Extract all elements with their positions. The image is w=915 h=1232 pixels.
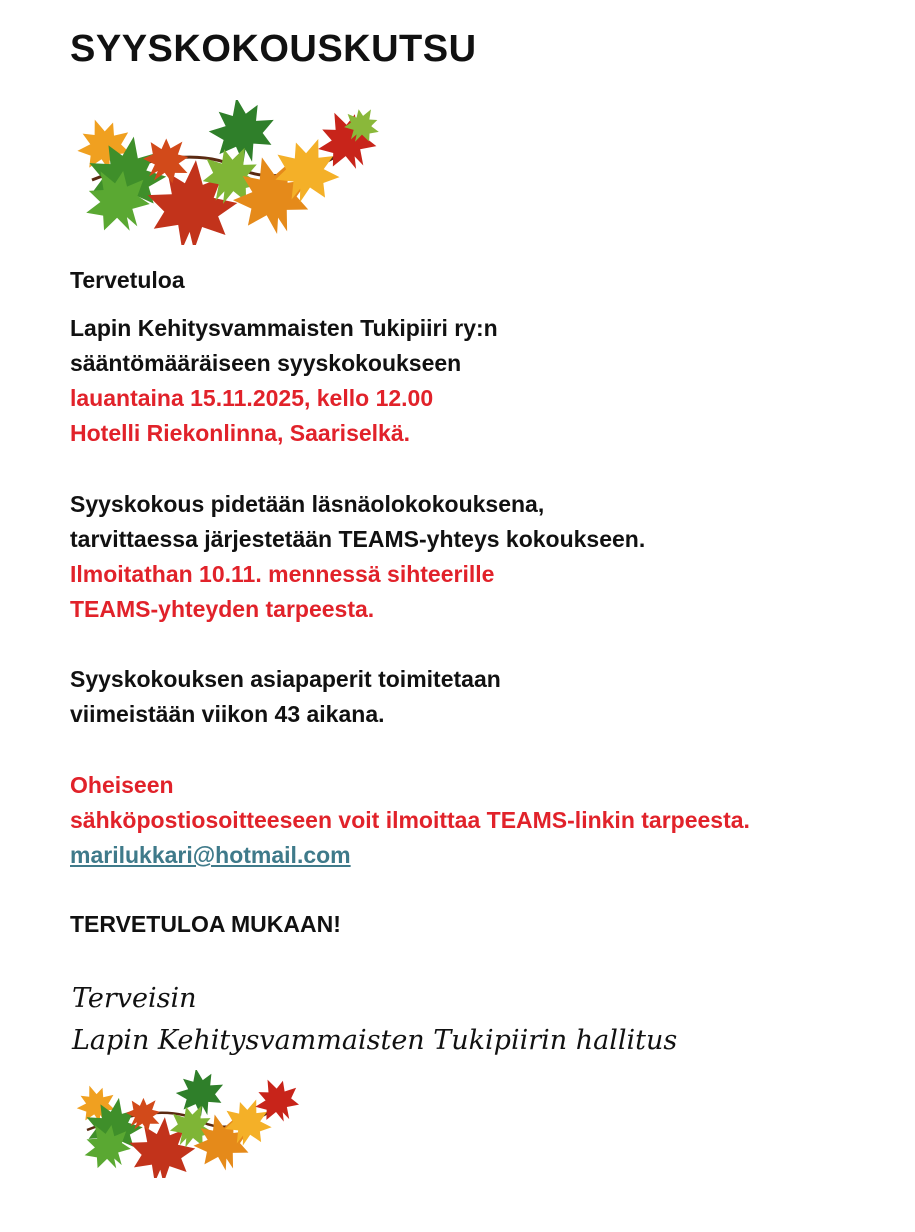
- intro-line-1: Lapin Kehitysvammaisten Tukipiiri ry:n: [70, 315, 498, 341]
- meeting-format-line-2: tarvittaessa järjestetään TEAMS-yhteys kokoukseen.: [70, 526, 646, 552]
- meeting-place: Hotelli Riekonlinna, Saariselkä.: [70, 420, 411, 446]
- greeting: Tervetuloa: [70, 267, 185, 293]
- intro-line-2: sääntömääräiseen syyskokoukseen: [70, 350, 462, 376]
- autumn-leaves-illustration: [72, 100, 382, 245]
- welcome-text: TERVETULOA MUKAAN!: [70, 911, 341, 937]
- documents-line-1: Syyskokouksen asiapaperit toimitetaan: [70, 666, 501, 692]
- meeting-format-line-1: Syyskokous pidetään läsnäolokokouksena,: [70, 491, 545, 517]
- meeting-date: lauantaina 15.11.2025, kello 12.00: [70, 385, 434, 411]
- documents-line-2: viimeistään viikon 43 aikana.: [70, 701, 385, 727]
- signature-board: Lapin Kehitysvammaisten Tukipiirin hallitus: [72, 1025, 678, 1056]
- signature-greeting: Terveisin: [72, 983, 197, 1014]
- contact-line-2: sähköpostiosoitteeseen voit ilmoittaa TEAMS-linkin tarpeesta.: [70, 807, 750, 833]
- registration-notice-1: Ilmoitathan 10.11. mennessä sihteerille: [70, 561, 495, 587]
- contact-line-1: Oheiseen: [70, 772, 174, 798]
- autumn-leaves-illustration: [72, 1070, 302, 1178]
- registration-notice-2: TEAMS-yhteyden tarpeesta.: [70, 596, 375, 622]
- email-link[interactable]: marilukkari@hotmail.com: [70, 842, 351, 868]
- page-title: SYYSKOKOUSKUTSU: [70, 28, 477, 70]
